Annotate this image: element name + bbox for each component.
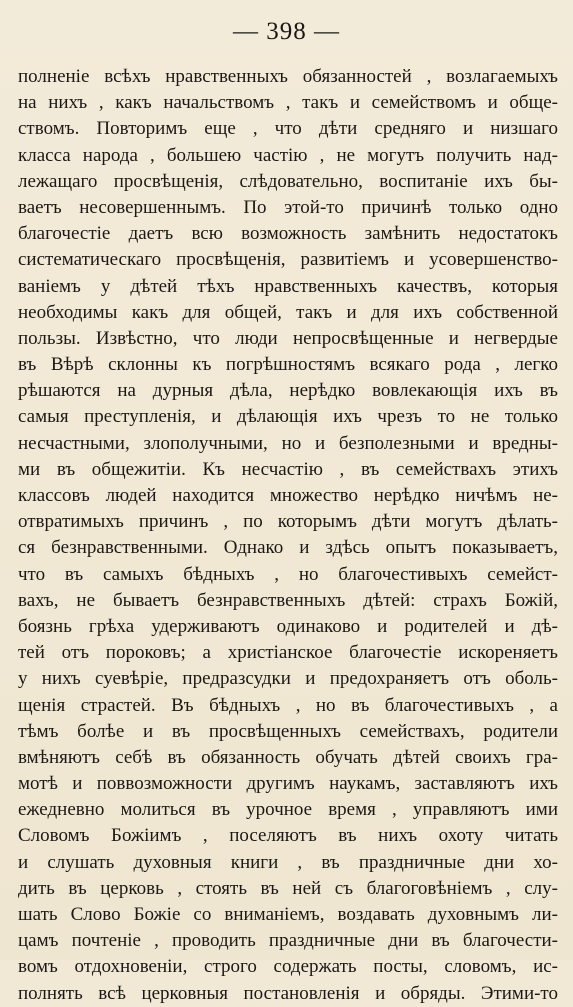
text-line: ми въ общежитіи. Къ несчастію , въ семействахъ этихъ bbox=[18, 458, 558, 480]
text-line: мотѣ и поввозможности другимъ наукамъ, заставляютъ ихъ bbox=[18, 773, 558, 795]
text-line: систематическаго просвѣщенія, развитіемъ и усовершенство- bbox=[18, 249, 558, 271]
text-line: щенія страстей. Въ бѣдныхъ , но въ благочестивыхъ , а bbox=[18, 694, 558, 716]
text-line: у нихъ суевѣріе, предразсудки и предохраняетъ отъ оболь- bbox=[18, 668, 558, 690]
text-line: ваетъ несовершеннымъ. По этой-то причинѣ только одно bbox=[18, 196, 558, 218]
text-line: лежащаго просвѣщенія, слѣдовательно, воспитаніе ихъ бы- bbox=[18, 170, 558, 192]
text-line: ежедневно молиться въ урочное время , управляютъ ими bbox=[18, 799, 558, 821]
text-line: что въ самыхъ бѣдныхъ , но благочестивыхъ семейст- bbox=[18, 563, 558, 585]
text-line: необходимы какъ для общей, такъ и для ихъ собственной bbox=[18, 301, 558, 323]
text-line: боязнь грѣха удерживаютъ одинаково и родителей и дѣ- bbox=[18, 615, 558, 637]
text-line: въ Вѣрѣ склонны къ погрѣшностямъ всякаго рода , легко bbox=[18, 354, 558, 376]
text-line: благочестіе даетъ всю возможность замѣнить недостатокъ bbox=[18, 223, 558, 245]
text-line: вахъ, не бываетъ безнравственныхъ дѣтей: страхъ Божій, bbox=[18, 589, 558, 611]
text-line: рѣшаются на дурныя дѣла, нерѣдко вовлекающія ихъ въ bbox=[18, 380, 558, 402]
text-line: класса народа , большею частію , не могутъ получить над- bbox=[18, 144, 558, 166]
text-line: дить въ церковь , стоять въ ней съ благоговѣніемъ , слу- bbox=[18, 877, 558, 899]
text-line: отвратимыхъ причинъ , по которымъ дѣти могутъ дѣлать- bbox=[18, 511, 558, 533]
text-line: пользы. Извѣстно, что люди непросвѣщенные и негвердые bbox=[18, 327, 558, 349]
text-line: самыя преступленія, и дѣлающія ихъ чрезъ то не только bbox=[18, 406, 558, 428]
text-line: тей отъ пороковъ; а христіанское благочестіе искореняетъ bbox=[18, 642, 558, 664]
text-line: вмѣняютъ себѣ въ обязанность обучать дѣтей своихъ гра- bbox=[18, 746, 558, 768]
text-line: Словомъ Божіимъ , поселяютъ въ нихъ охоту читать bbox=[18, 825, 558, 847]
text-line: классовъ людей находится множество нерѣдко ничѣмъ не- bbox=[18, 485, 558, 506]
text-line: ся безнравственными. Однако и здѣсь опытъ показываетъ, bbox=[18, 537, 558, 559]
text-line: тѣмъ болѣе и въ просвѣщенныхъ семействахъ, родители bbox=[18, 720, 558, 742]
text-line: несчастными, злополучными, но и безполезными и вредны- bbox=[18, 432, 558, 454]
text-line: вомъ отдохновеніи, строго содержать посты, словомъ, ис- bbox=[18, 956, 558, 978]
text-line: полнять всѣ церковныя постановленія и обряды. Этими-то bbox=[18, 982, 558, 1004]
text-line: полненіе всѣхъ нравственныхъ обязанностей , возлагаемыхъ bbox=[18, 66, 558, 87]
body-text bbox=[18, 64, 558, 1007]
text-line: на нихъ , какъ начальствомъ , такъ и семействомъ и обще- bbox=[18, 92, 558, 114]
text-line: шать Слово Божіе со вниманіемъ, воздавать духовнымъ ли- bbox=[18, 904, 558, 925]
text-line: ствомъ. Повторимъ еще , что дѣти средняго и низшаго bbox=[18, 118, 558, 140]
text-line: ваніемъ у дѣтей тѣхъ нравственныхъ качествъ, которыя bbox=[18, 275, 558, 297]
text-line: и слушать духовныя книги , въ праздничные дни хо- bbox=[18, 851, 558, 873]
page-number: — 398 — bbox=[233, 18, 340, 45]
text-line: цамъ почтеніе , проводить праздничные дни въ благочести- bbox=[18, 930, 558, 952]
